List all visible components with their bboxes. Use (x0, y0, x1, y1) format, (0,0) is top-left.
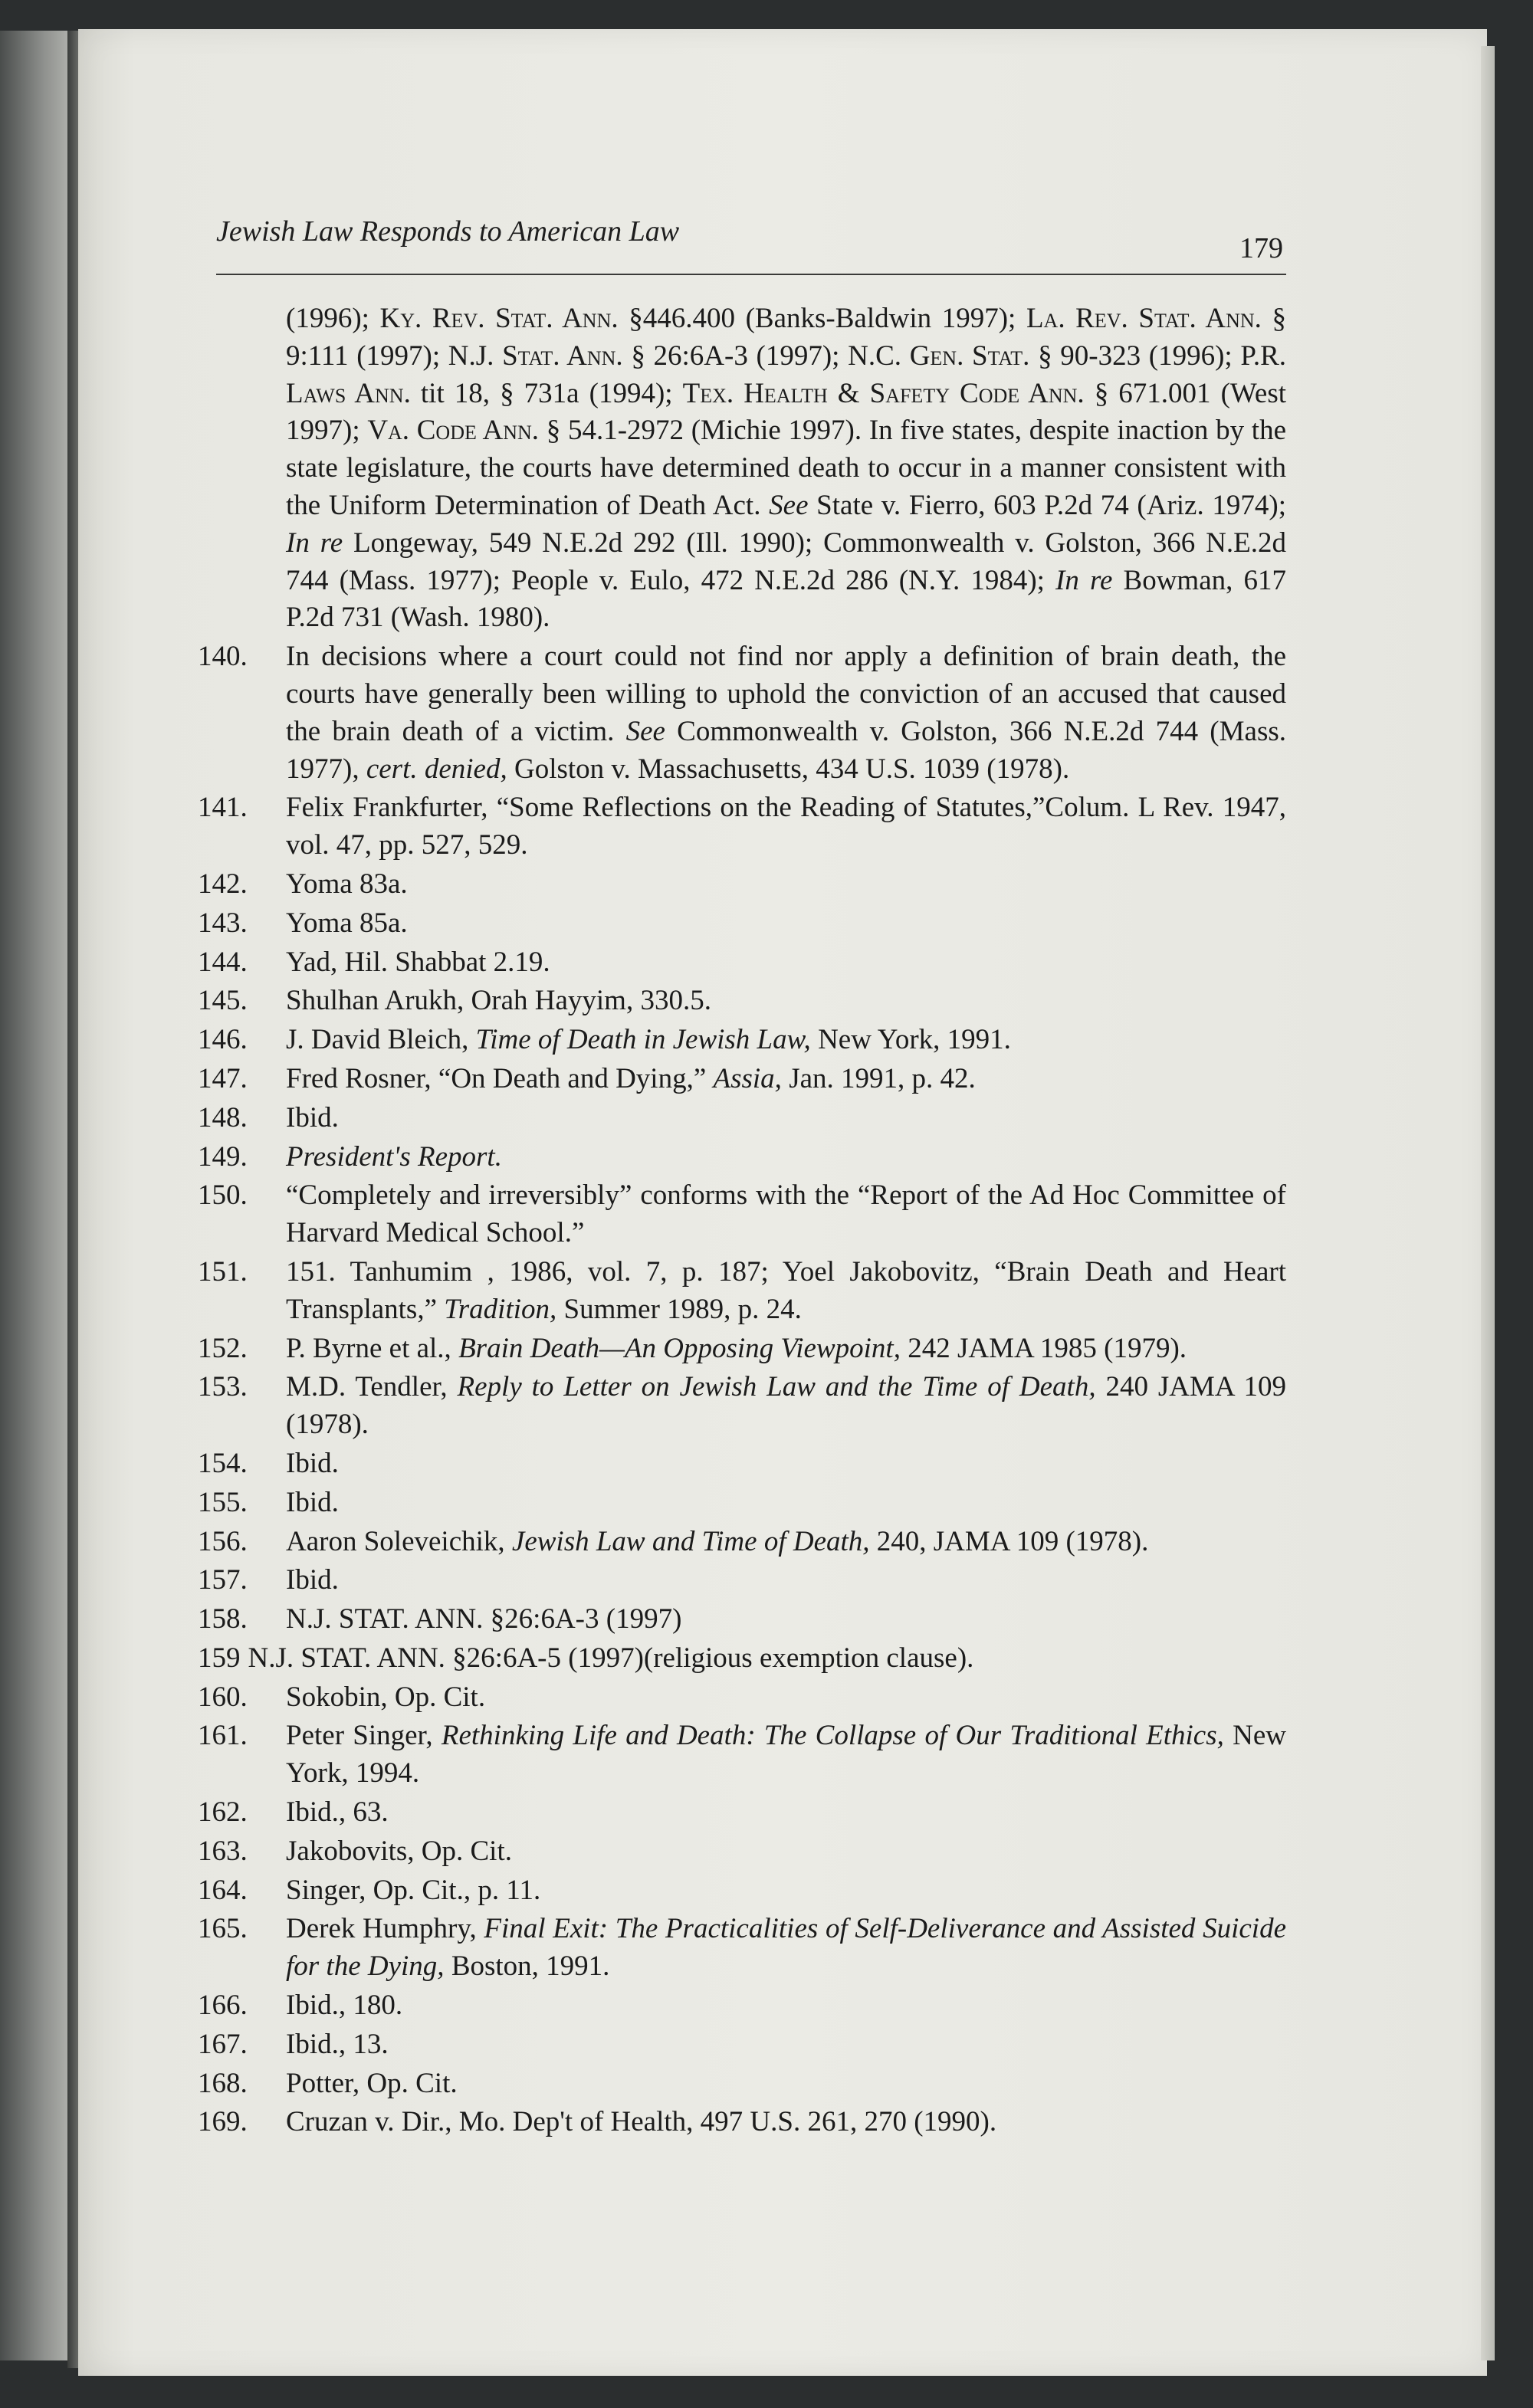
note-number: 160. (198, 1681, 248, 1713)
small-caps-text: Gen. Stat. (909, 340, 1030, 372)
note-number: 167. (198, 2028, 248, 2060)
endnote (198, 866, 1286, 904)
note-number: 159 (198, 1642, 241, 1674)
note-text: In decisions where a court could not find nor apply a definition of brain death, the courts have generally been willing to uphold the conviction of an accused that caused the brain death of a victim. (286, 641, 1286, 747)
endnote (198, 1717, 1286, 1793)
note-body (286, 1445, 1286, 1483)
small-caps-text: Ky. Rev. Stat. Ann. (379, 303, 619, 334)
note-body (286, 1022, 1286, 1059)
note-number: 154. (198, 1447, 248, 1479)
note-body (286, 1177, 1286, 1252)
endnote (198, 2104, 1286, 2141)
endnote (198, 1254, 1286, 1329)
note-text: Yoma 85a. (286, 907, 408, 939)
note-text: Singer, Op. Cit., p. 11. (286, 1874, 541, 1906)
endnote (198, 1987, 1286, 2025)
note-body (286, 1524, 1286, 1561)
note-text: Golston v. Massachusetts, 434 U.S. 1039 (1978). (507, 753, 1070, 785)
note-text: M.D. Tendler, (286, 1371, 458, 1403)
note-number: 146. (198, 1024, 248, 1056)
note-text: § 54.1-2972 (Michie 1997). In five states, despite inaction by the state legislature, the courts have determined death to occur in a manner consistent with the Uniform Determination of Death Act. (286, 415, 1287, 521)
italic-text: In re (1055, 564, 1113, 596)
italic-text: Tradition, (444, 1293, 557, 1325)
note-text: tit 18, § 731a (1994); (410, 377, 683, 409)
note-number: 163. (198, 1835, 248, 1867)
facing-page-edge (0, 31, 74, 2360)
note-text: Potter, Op. Cit. (286, 2067, 458, 2099)
note-text: State v. Fierro, 603 P.2d 74 (Ariz. 1974); (808, 489, 1286, 521)
note-body (286, 1562, 1286, 1599)
note-body (286, 1833, 1286, 1871)
note-text: Boston, 1991. (444, 1950, 610, 1983)
note-text: P. Byrne et al., (286, 1332, 459, 1364)
note-number: 165. (198, 1913, 248, 1945)
note-number: 162. (198, 1796, 248, 1829)
note-text: Ibid. (286, 1447, 339, 1479)
endnote (198, 983, 1286, 1020)
italic-text: Brain Death—An Opposing Viewpoint, (458, 1332, 901, 1364)
note-number: 169. (198, 2106, 248, 2138)
note-body (286, 905, 1286, 943)
endnote (198, 1679, 1286, 1717)
note-body (286, 789, 1286, 864)
note-text: Summer 1989, p. 24. (556, 1293, 802, 1325)
note-body (286, 1369, 1286, 1444)
note-number: 150. (198, 1179, 248, 1212)
endnote (198, 1100, 1286, 1137)
note-number: 140. (198, 641, 248, 673)
note-number: 152. (198, 1332, 248, 1364)
note-body (286, 1139, 1286, 1176)
note-text: Felix Frankfurter, “Some Reflections on the Reading of Statutes,”Colum. L Rev. 1947, vol. 47, pp. 527, 529. (286, 792, 1286, 861)
note-text: Bowman, 617 P.2d 731 (Wash. 1980). (286, 564, 1286, 634)
note-text: Sokobin, Op. Cit. (286, 1681, 486, 1713)
note-text: Ibid., 180. (286, 1990, 403, 2022)
note-text: J. David Bleich, (286, 1024, 476, 1056)
note-text: Peter Singer, (286, 1720, 442, 1752)
note-list (198, 638, 1286, 2141)
note-number: 156. (198, 1525, 248, 1557)
small-caps-text: La. Rev. Stat. Ann. (1026, 303, 1262, 334)
page-stack-edge (1481, 46, 1495, 2360)
italic-text: See (769, 489, 809, 521)
endnote (198, 1445, 1286, 1483)
endnote (198, 1562, 1286, 1599)
italic-text: In re (286, 527, 343, 559)
note-number: 151. (198, 1255, 248, 1288)
note-text: 242 JAMA 1985 (1979). (900, 1332, 1187, 1364)
note-number: 147. (198, 1062, 248, 1094)
endnote (198, 1601, 1286, 1639)
note-number: 149. (198, 1140, 248, 1173)
note-number: 161. (198, 1720, 248, 1752)
note-text: Derek Humphry, (286, 1913, 484, 1945)
note-body (286, 1987, 1286, 2025)
note-number: 158. (198, 1603, 248, 1635)
note-text: N.J. STAT. ANN. §26:6A-5 (1997)(religious exemption clause). (248, 1642, 974, 1674)
endnote (198, 1177, 1286, 1252)
page-number: 179 (1239, 232, 1283, 264)
note-body (286, 1330, 1286, 1368)
endnote (198, 1330, 1286, 1368)
note-text: (1996); (286, 303, 380, 334)
note-text: Ibid., 13. (286, 2028, 389, 2060)
note-text: Ibid. (286, 1486, 339, 1518)
small-caps-text: Va. Code Ann. (367, 415, 540, 447)
note-text: § 26:6A-3 (1997); N.C. (622, 340, 910, 372)
endnote (198, 905, 1286, 943)
endnote (198, 1911, 1286, 1986)
note-body (286, 1679, 1286, 1717)
endnote (198, 1640, 1286, 1678)
endnote (198, 944, 1286, 982)
note-number: 141. (198, 792, 248, 824)
note-body (286, 1794, 1286, 1832)
note-number: 157. (198, 1564, 248, 1596)
note-number: 143. (198, 907, 248, 939)
italic-text: cert. denied, (366, 753, 507, 785)
note-body (286, 1484, 1286, 1522)
note-number: 168. (198, 2067, 248, 2099)
note-text: § 90-323 (1996); P.R. (1029, 340, 1286, 372)
note-text: Shulhan Arukh, Orah Hayyim, 330.5. (286, 985, 711, 1017)
note-number: 164. (198, 1874, 248, 1906)
note-body (286, 1872, 1286, 1910)
note-text: Yad, Hil. Shabbat 2.19. (286, 946, 550, 978)
endnote (198, 1139, 1286, 1176)
note-body (286, 983, 1286, 1020)
note-text: 240 JAMA 109 (1978). (286, 1371, 1287, 1441)
note-body (286, 2065, 1286, 2103)
note-text: Commonwealth v. Golston, 366 N.E.2d 744 (Mass. 1977), (286, 715, 1287, 785)
small-caps-text: Tex. Health & Safety Code Ann. (682, 377, 1085, 409)
note-body (286, 1100, 1286, 1137)
running-header (216, 201, 1286, 275)
endnote (198, 2026, 1286, 2064)
note-number: 166. (198, 1990, 248, 2022)
note-body (286, 1717, 1286, 1793)
note-body (286, 1601, 1286, 1639)
note-body (286, 638, 1286, 788)
note-body (286, 944, 1286, 982)
note-text: “Completely and irreversibly” conforms with the “Report of the Ad Hoc Committee of Harvard Medical School.” (286, 1179, 1286, 1249)
note-text: Aaron Soleveichik, (286, 1525, 512, 1557)
note-body (286, 2026, 1286, 2064)
note-body (248, 1640, 1287, 1678)
small-caps-text: Stat. Ann. (502, 340, 623, 372)
endnote (198, 1524, 1286, 1561)
endnote (198, 1369, 1286, 1444)
endnote (198, 1022, 1286, 1059)
italic-text: Reply to Letter on Jewish Law and the Time of Death, (457, 1371, 1096, 1403)
note-number: 155. (198, 1486, 248, 1518)
note-body (286, 2104, 1286, 2141)
note-body (286, 1254, 1286, 1329)
italic-text: See (625, 715, 665, 747)
note-body (286, 866, 1286, 904)
note-text: New York, 1994. (286, 1720, 1286, 1790)
endnote (198, 638, 1286, 788)
note-text: Ibid. (286, 1564, 339, 1596)
running-title: Jewish Law Responds to American Law (216, 215, 680, 248)
endnotes (198, 300, 1286, 2141)
endnote (198, 2065, 1286, 2103)
note-text: § 671.001 (West 1997); (286, 377, 1286, 447)
endnote (198, 1794, 1286, 1832)
note-body (286, 1911, 1286, 1986)
note-text: Longeway, 549 N.E.2d 292 (Ill. 1990); Commonwealth v. Golston, 366 N.E.2d 744 (Mass. 1977); People v. Eulo, 472 N.E.2d 286 (N.Y. 1984); (286, 527, 1286, 596)
italic-text: President's Report. (286, 1140, 502, 1173)
endnote (198, 1061, 1286, 1098)
note-text: Cruzan v. Dir., Mo. Dep't of Health, 497 U.S. 261, 270 (1990). (286, 2106, 997, 2138)
note-text: 240, JAMA 109 (1978). (869, 1525, 1149, 1557)
note-number: 153. (198, 1371, 248, 1403)
note-text: Jan. 1991, p. 42. (781, 1062, 976, 1094)
note-text: 151. Tanhumim , 1986, vol. 7, p. 187; Yoel Jakobovitz, “Brain Death and Heart Transplants,” (286, 1255, 1286, 1325)
note-text: §446.400 (Banks-Baldwin 1997); (618, 303, 1026, 334)
note-text: Ibid. (286, 1101, 339, 1133)
italic-text: Assia, (713, 1062, 782, 1094)
endnote (198, 1833, 1286, 1871)
note-number: 145. (198, 985, 248, 1017)
endnote (198, 1872, 1286, 1910)
italic-text: Jewish Law and Time of Death, (511, 1525, 870, 1557)
note-text: Yoma 83a. (286, 868, 408, 900)
continued-note (198, 300, 1286, 637)
note-text: New York, 1991. (810, 1024, 1011, 1056)
endnote (198, 1484, 1286, 1522)
note-number: 142. (198, 868, 248, 900)
italic-text: Rethinking Life and Death: The Collapse of Our Traditional Ethics, (441, 1720, 1224, 1752)
note-number: 148. (198, 1101, 248, 1133)
note-text: Ibid., 63. (286, 1796, 389, 1829)
note-body (286, 1061, 1286, 1098)
note-text: Jakobovits, Op. Cit. (286, 1835, 512, 1867)
note-text: § 9:111 (1997); N.J. (286, 303, 1287, 372)
small-caps-text: Laws Ann. (286, 377, 411, 409)
italic-text: Time of Death in Jewish Law, (475, 1024, 811, 1056)
note-text: Fred Rosner, “On Death and Dying,” (286, 1062, 714, 1094)
italic-text: Final Exit: The Practicalities of Self-Deliverance and Assisted Suicide for the Dying, (286, 1913, 1286, 1983)
note-text: N.J. STAT. ANN. §26:6A-3 (1997) (286, 1603, 682, 1635)
endnote (198, 789, 1286, 864)
note-number: 144. (198, 946, 248, 978)
